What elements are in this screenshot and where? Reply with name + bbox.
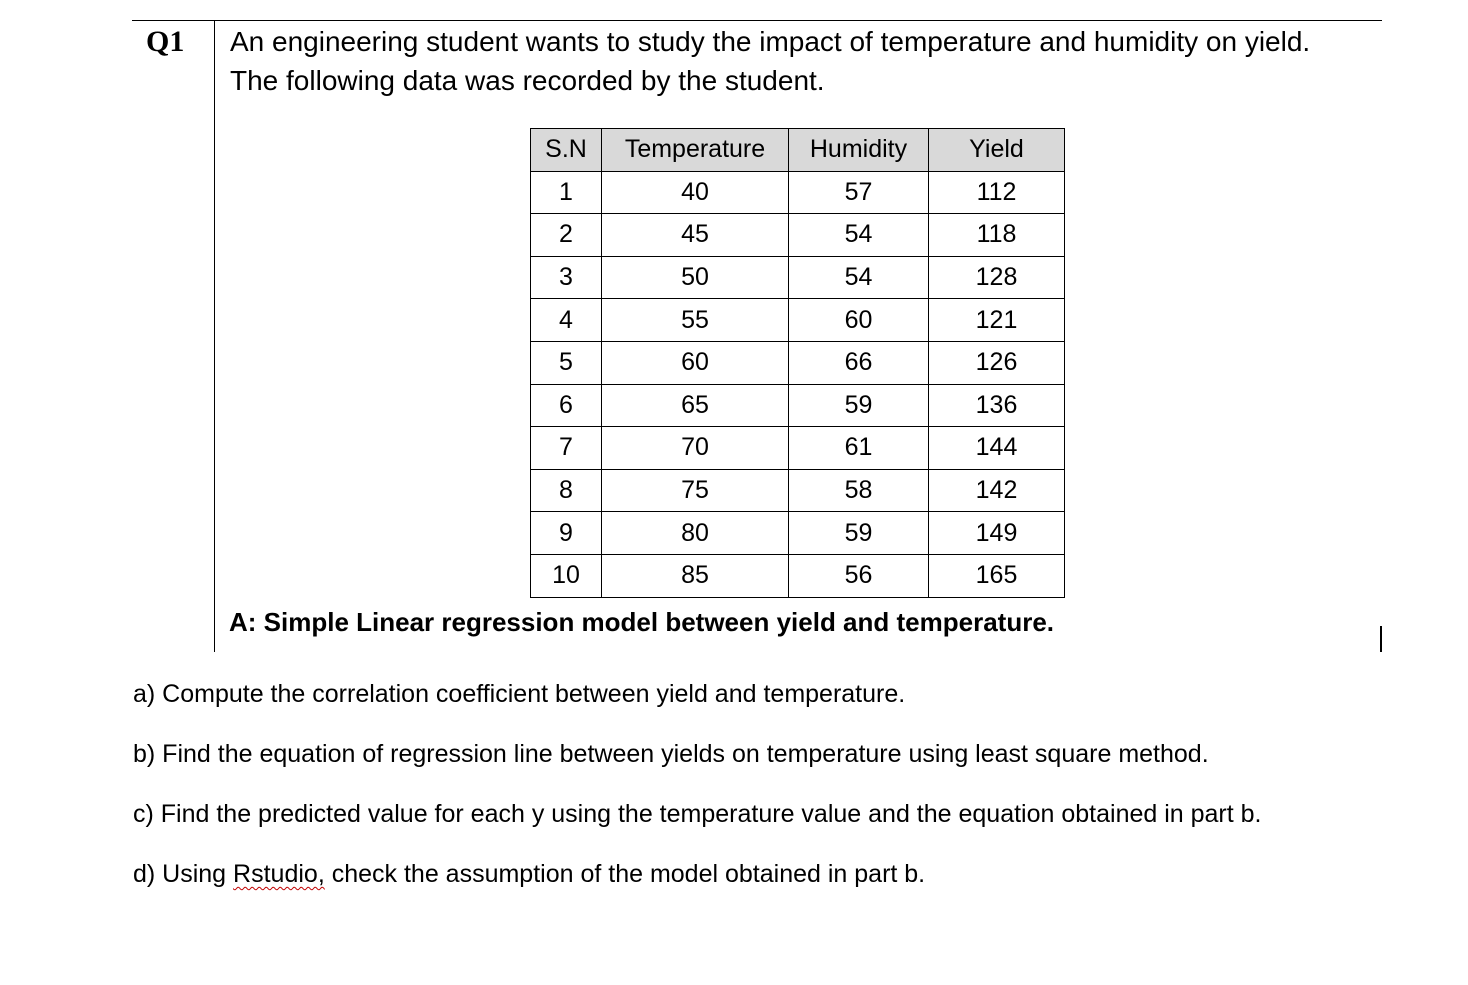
top-rule: [132, 20, 1382, 21]
cell-humidity: 57: [789, 171, 929, 214]
cell-temperature: 40: [602, 171, 789, 214]
question-number: Q1: [146, 25, 185, 58]
cell-sn: 3: [531, 256, 602, 299]
cell-temperature: 55: [602, 299, 789, 342]
table-row: [531, 341, 1065, 384]
left-rule: [214, 20, 215, 652]
cell-sn: 1: [531, 171, 602, 214]
cell-sn: 6: [531, 384, 602, 427]
cell-temperature: 85: [602, 554, 789, 597]
cell-temperature: 80: [602, 512, 789, 555]
part-c: c) Find the predicted value for each y using the temperature value and the equation obtained in part b.: [133, 800, 1262, 828]
table-row: [531, 512, 1065, 555]
cell-sn: 5: [531, 341, 602, 384]
cell-sn: 8: [531, 469, 602, 512]
cell-humidity: 66: [789, 341, 929, 384]
cell-humidity: 54: [789, 256, 929, 299]
table-row: [531, 171, 1065, 214]
cell-temperature: 75: [602, 469, 789, 512]
cell-sn: 4: [531, 299, 602, 342]
cell-temperature: 65: [602, 384, 789, 427]
part-d-suffix: check the assumption of the model obtained in part b.: [324, 860, 926, 888]
table-row: [531, 214, 1065, 257]
cell-yield: 136: [929, 384, 1065, 427]
cell-yield: 118: [929, 214, 1065, 257]
cell-humidity: 60: [789, 299, 929, 342]
cell-yield: 142: [929, 469, 1065, 512]
cell-yield: 144: [929, 427, 1065, 470]
cell-temperature: 50: [602, 256, 789, 299]
cell-humidity: 54: [789, 214, 929, 257]
cell-sn: 2: [531, 214, 602, 257]
table-row: [531, 469, 1065, 512]
cell-temperature: 45: [602, 214, 789, 257]
header-humidity: Humidity: [789, 129, 929, 172]
table-header-row: [531, 129, 1065, 172]
cell-sn: 9: [531, 512, 602, 555]
cell-temperature: 70: [602, 427, 789, 470]
part-b: b) Find the equation of regression line between yields on temperature using least square method.: [133, 740, 1209, 768]
cell-yield: 126: [929, 341, 1065, 384]
cell-yield: 112: [929, 171, 1065, 214]
cell-humidity: 61: [789, 427, 929, 470]
part-d-prefix: d) Using: [133, 860, 234, 888]
question-line-1: An engineering student wants to study the impact of temperature and humidity on yield.: [230, 26, 1311, 57]
part-a: a) Compute the correlation coefficient between yield and temperature.: [133, 680, 906, 708]
table-row: [531, 299, 1065, 342]
cell-yield: 121: [929, 299, 1065, 342]
part-d: [133, 854, 1262, 914]
cell-yield: 128: [929, 256, 1065, 299]
cell-humidity: 59: [789, 512, 929, 555]
header-temperature: Temperature: [602, 129, 789, 172]
spellcheck-word: Rstudio,: [233, 860, 325, 888]
cell-sn: 10: [531, 554, 602, 597]
cell-humidity: 59: [789, 384, 929, 427]
cell-yield: 165: [929, 554, 1065, 597]
table-row: [531, 554, 1065, 597]
table-row: [531, 384, 1065, 427]
section-a-heading: A: Simple Linear regression model between yield and temperature.: [229, 607, 1055, 637]
question-parts: [133, 674, 1262, 914]
cell-humidity: 56: [789, 554, 929, 597]
cell-temperature: 60: [602, 341, 789, 384]
cell-yield: 149: [929, 512, 1065, 555]
data-table: [530, 128, 1065, 598]
cell-humidity: 58: [789, 469, 929, 512]
table-row: [531, 256, 1065, 299]
header-yield: Yield: [929, 129, 1065, 172]
header-sn: S.N: [531, 129, 602, 172]
cell-sn: 7: [531, 427, 602, 470]
question-text: [230, 22, 1375, 100]
table-row: [531, 427, 1065, 470]
text-cursor-mark: [1380, 626, 1382, 652]
question-line-2: The following data was recorded by the student.: [230, 65, 825, 96]
